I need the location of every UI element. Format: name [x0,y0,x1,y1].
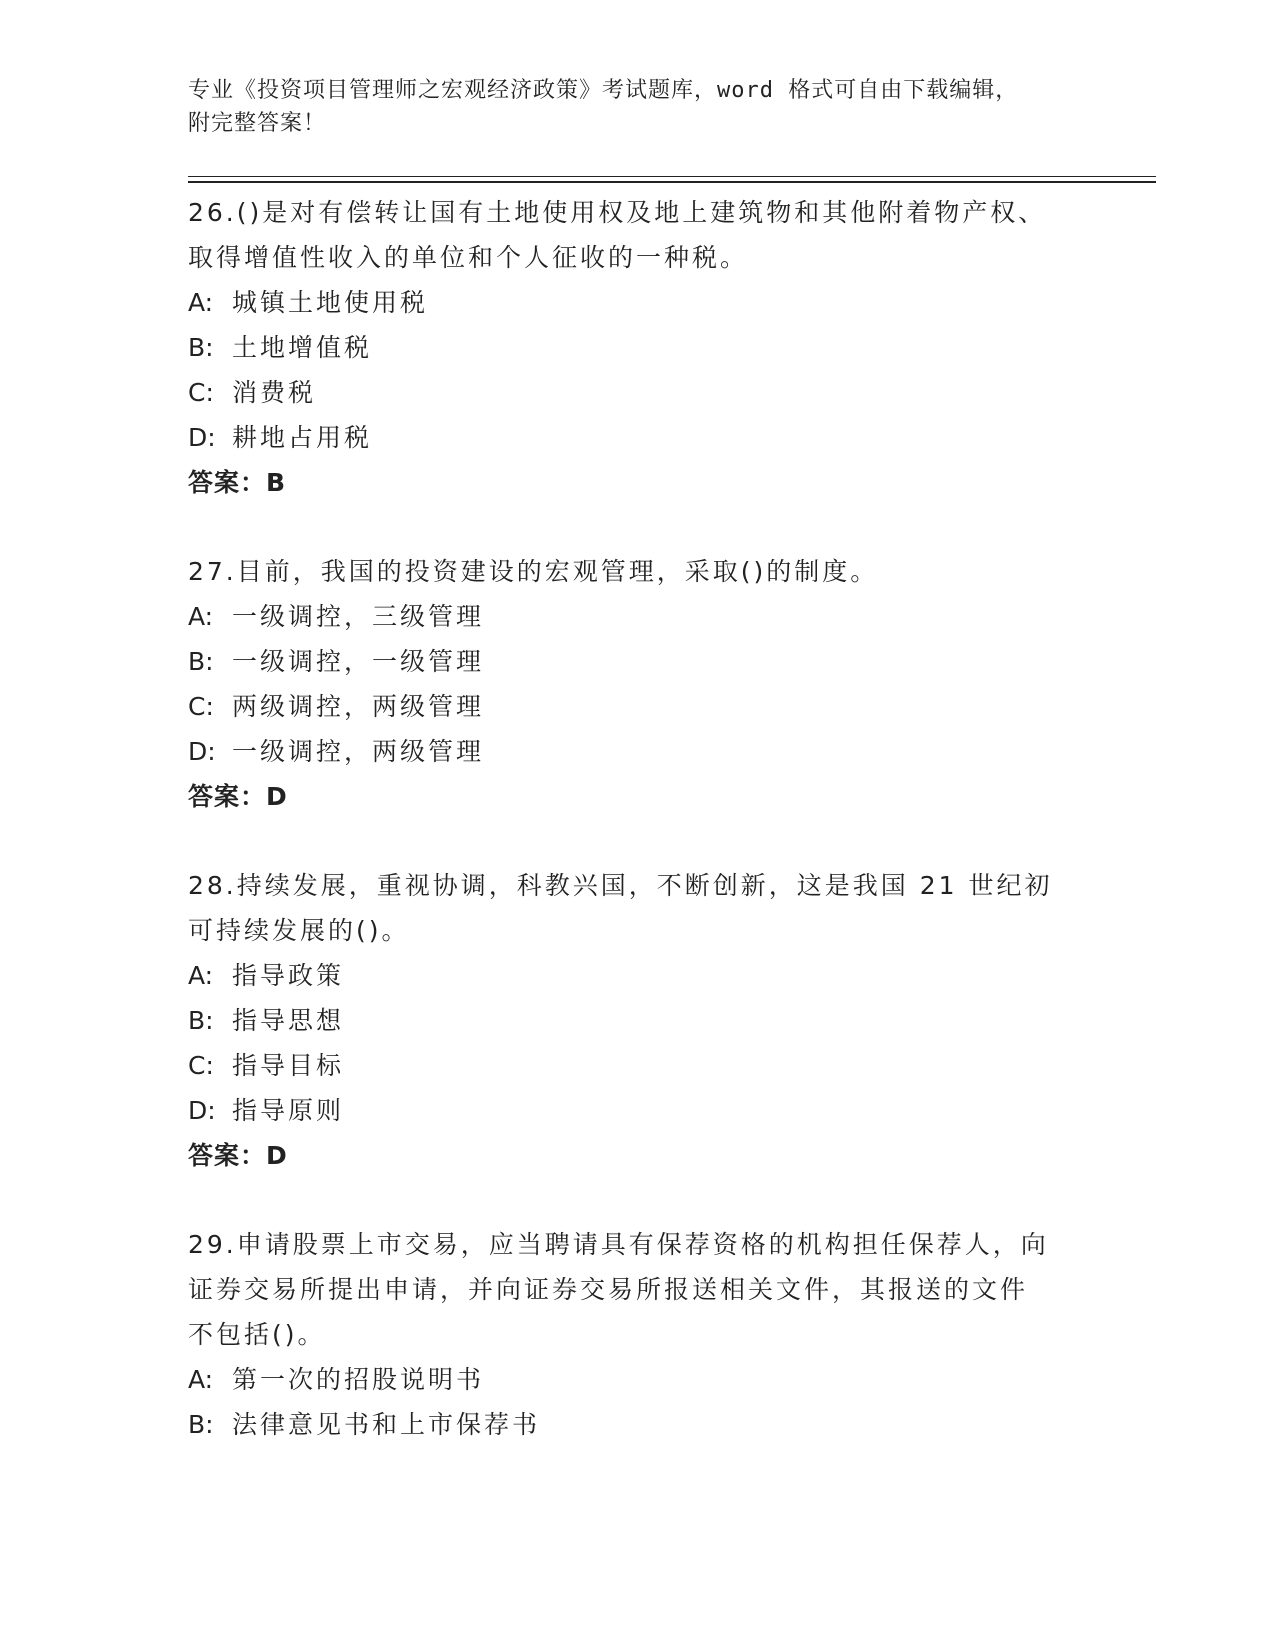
option-text: 一级调控，两级管理 [232,737,485,766]
option-text: 指导思想 [232,1006,345,1035]
option-b [188,998,1088,1043]
option-letter: A: [188,602,214,631]
option-text: 一级调控，一级管理 [232,647,485,676]
question-26 [188,190,1088,505]
question-stem [188,549,1088,594]
stem-line: 28.持续发展，重视协调，科教兴国，不断创新，这是我国 21 世纪初 [188,871,1053,900]
option-letter: D: [188,423,216,452]
option-text: 法律意见书和上市保荐书 [232,1410,541,1439]
option-d [188,729,1088,774]
option-letter: D: [188,1096,216,1125]
option-letter: D: [188,737,216,766]
option-b [188,1402,1088,1447]
option-b [188,325,1088,370]
option-d [188,415,1088,460]
option-text: 城镇土地使用税 [232,288,429,317]
option-letter: C: [188,1051,214,1080]
stem-line: 不包括()。 [188,1320,326,1349]
option-letter: B: [188,1006,214,1035]
option-a [188,280,1088,325]
stem-line: 26.()是对有偿转让国有土地使用权及地上建筑物和其他附着物产权、 [188,198,1047,227]
stem-line: 取得增值性收入的单位和个人征收的一种税。 [188,243,749,272]
option-text: 指导目标 [232,1051,345,1080]
stem-line: 可持续发展的()。 [188,916,410,945]
option-letter: C: [188,378,214,407]
question-stem [188,190,1088,280]
option-text: 两级调控，两级管理 [232,692,485,721]
question-28 [188,863,1088,1178]
option-letter: B: [188,647,214,676]
option-a [188,953,1088,998]
option-text: 指导原则 [232,1096,345,1125]
stem-line: 27.目前，我国的投资建设的宏观管理，采取()的制度。 [188,557,879,586]
option-d [188,1088,1088,1133]
question-list [188,190,1088,1491]
header-divider-thick [188,181,1156,183]
option-a [188,594,1088,639]
option-c [188,684,1088,729]
question-29 [188,1222,1088,1447]
option-text: 土地增值税 [232,333,373,362]
answer-line: 答案：B [188,468,287,497]
question-stem [188,1222,1088,1357]
option-text: 一级调控，三级管理 [232,602,485,631]
header-line-1: 专业《投资项目管理师之宏观经济政策》考试题库，word 格式可自由下载编辑， [188,78,1019,103]
option-text: 第一次的招股说明书 [232,1365,485,1394]
option-a [188,1357,1088,1402]
option-b [188,639,1088,684]
header-divider-thin [188,176,1156,177]
option-letter: B: [188,333,214,362]
answer-line: 答案：D [188,782,288,811]
document-header [188,74,1108,140]
option-letter: C: [188,692,214,721]
option-text: 耕地占用税 [232,423,373,452]
option-text: 指导政策 [232,961,345,990]
header-line-2: 附完整答案！ [188,111,327,136]
option-text: 消费税 [232,378,317,407]
question-27 [188,549,1088,819]
stem-line: 证券交易所提出申请，并向证券交易所报送相关文件，其报送的文件 [188,1275,1029,1304]
option-c [188,1043,1088,1088]
question-stem [188,863,1088,953]
option-letter: A: [188,288,214,317]
option-letter: A: [188,1365,214,1394]
stem-line: 29.申请股票上市交易，应当聘请具有保荐资格的机构担任保荐人，向 [188,1230,1049,1259]
option-letter: A: [188,961,214,990]
option-letter: B: [188,1410,214,1439]
option-c [188,370,1088,415]
answer-line: 答案：D [188,1141,288,1170]
